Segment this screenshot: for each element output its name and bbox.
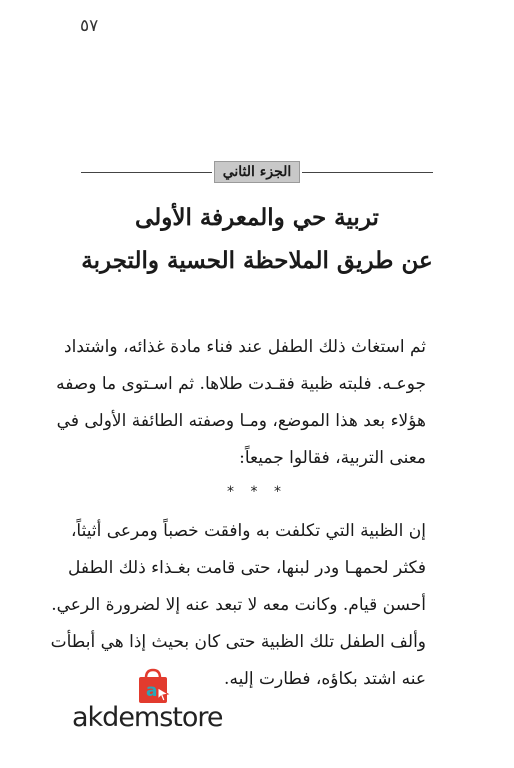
chapter-title-line-1: تربية حي والمعرفة الأولى <box>135 204 379 231</box>
chapter-title-line-2: عن طريق الملاحظة الحسية والتجربة <box>81 247 433 274</box>
paragraph-1-line-2: جوعـه. فلبته ظبية فقـدت طلاها. ثم اسـتوى ما وصفه <box>56 374 426 394</box>
paragraph-1-line-4: معنى التربية، فقالوا جميعاً: <box>239 448 426 468</box>
page-number: ٥٧ <box>80 16 99 36</box>
paragraph-2-line-3: أحسن قيام. وكانت معه لا تبعد عنه إلا لضرورة الرعي. <box>51 595 426 615</box>
watermark-brand: akdemstore <box>72 702 223 733</box>
paragraph-2-line-4: وألف الطفل تلك الظبية حتى كان بحيث إذا هي أبطأت <box>50 632 426 652</box>
section-rule-right <box>302 172 433 173</box>
paragraph-1-line-3: هؤلاء بعد هذا الموضع، ومـا وصفته الطائفة الأولى في <box>56 411 426 431</box>
paragraph-2-line-2: فكثر لحمهـا ودر لبنها، حتى قامت بغـذاء ذلك الطفل <box>67 558 426 578</box>
section-rule-left <box>81 172 212 173</box>
bag-letter: a <box>146 681 158 701</box>
paragraph-2-line-5: عنه اشتد بكاؤه، فطارت إليه. <box>224 669 426 689</box>
section-divider-stars: * * * <box>227 484 287 500</box>
shopping-bag-cursor-icon <box>134 668 172 704</box>
section-header <box>81 158 433 186</box>
paragraph-1-line-1: ثم استغاث ذلك الطفل عند فناء مادة غذائه، واشتداد <box>64 337 426 357</box>
section-label: الجزء الثاني <box>214 161 301 183</box>
paragraph-2-line-1: إن الظبية التي تكلفت به وافقت خصباً ومرعى أثيثاً، <box>70 521 426 541</box>
akdemstore-watermark <box>72 668 242 738</box>
